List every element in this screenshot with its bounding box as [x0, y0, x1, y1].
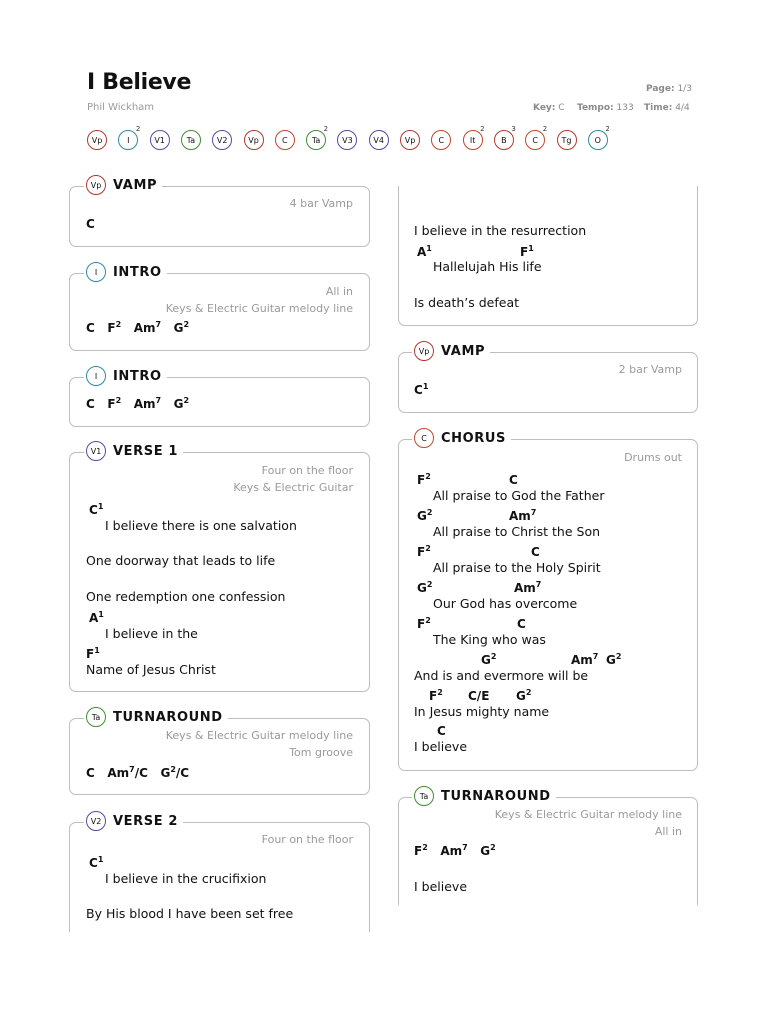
overview-badge-icon[interactable]: [525, 125, 548, 150]
overview-badge-label: Vp: [404, 135, 416, 145]
section-note: 4 bar Vamp: [289, 197, 353, 210]
song-title: I Believe: [87, 70, 192, 95]
time-value: 4/4: [675, 103, 690, 113]
lyric-line: Our God has overcome: [433, 596, 578, 611]
lyric-line: The King who was: [433, 632, 546, 647]
turnaround-badge-icon: Ta: [414, 786, 434, 806]
overview-badge-icon[interactable]: [400, 130, 420, 150]
lyric-line: One redemption one confession: [86, 589, 286, 604]
section-title: VERSE 2: [113, 813, 178, 829]
chord: Am$^7$: [571, 652, 599, 667]
chord-line: C $F^2$ Am$^7$ $G^2$: [86, 320, 190, 335]
chord: $F^1$: [520, 244, 534, 259]
section-note: Four on the floor: [261, 833, 353, 846]
lyric-line: I believe: [414, 879, 468, 894]
overview-badge-icon[interactable]: [244, 130, 264, 150]
lyric-line: Name of Jesus Christ: [86, 662, 216, 677]
lyric-line: One doorway that leads to life: [86, 553, 276, 568]
lyric-line: I believe: [414, 739, 468, 754]
overview-badge-icon[interactable]: [275, 130, 295, 150]
lyric-line: I believe in the resurrection: [414, 223, 587, 238]
overview-badge-label: B: [501, 135, 507, 145]
section-header-turnaround: [84, 707, 228, 727]
section-header-chorus: [412, 428, 511, 448]
overview-badge-icon[interactable]: [337, 130, 357, 150]
section-header-turnaround: [412, 786, 556, 806]
chord: $G^2$: [417, 508, 433, 523]
overview-badge-label: I: [127, 135, 130, 145]
page-value: 1/3: [677, 84, 692, 94]
chord: $C^1$: [89, 502, 104, 517]
overview-badge-label: Ta: [311, 135, 321, 145]
section-header-vamp: [84, 175, 162, 195]
overview-badge-label: V2: [216, 135, 228, 145]
section-note: Drums out: [624, 451, 682, 464]
section-title: TURNAROUND: [113, 709, 223, 725]
overview-badge-icon[interactable]: [150, 130, 170, 150]
chord: $G^2$: [481, 652, 497, 667]
chorus-badge-icon: C: [414, 428, 434, 448]
chord: $F^2$: [429, 688, 443, 703]
overview-badge-label: Vp: [248, 135, 259, 145]
overview-badge-count: 2: [605, 125, 610, 133]
vamp-badge-icon: Vp: [86, 175, 106, 195]
overview-badge-label: C: [532, 135, 538, 145]
section-title: VERSE 1: [113, 443, 178, 459]
key-label: Key:: [533, 103, 556, 113]
overview-badge-label: C: [438, 135, 445, 145]
overview-badge-icon[interactable]: [87, 130, 107, 150]
section-title: CHORUS: [441, 430, 507, 446]
overview-badge-icon[interactable]: [369, 130, 389, 150]
chord: $F^1$: [86, 646, 100, 661]
lyric-line: Is death’s defeat: [414, 295, 520, 310]
song-artist: Phil Wickham: [87, 102, 155, 113]
lyric-line: By His blood I have been set free: [86, 906, 294, 921]
section-header-vamp: [412, 341, 490, 361]
section-note: Keys & Electric Guitar melody line Tom groove: [165, 729, 353, 759]
section-note: Keys & Electric Guitar melody line All in: [494, 808, 682, 838]
lyric-line: All praise to the Holy Spirit: [433, 560, 601, 575]
overview-badge-count: 2: [480, 125, 485, 133]
chord-line: C $F^2$ Am$^7$ $G^2$: [86, 396, 190, 411]
chord: $G^2$: [516, 688, 532, 703]
overview-badge-label: Vp: [91, 135, 103, 145]
chord: $F^2$: [417, 616, 431, 631]
chord: $C^1$: [89, 855, 104, 870]
chord: Am$^7$: [509, 508, 537, 523]
vamp-badge-icon: Vp: [414, 341, 434, 361]
overview-badge-label: Ta: [186, 135, 196, 145]
overview-badge-icon[interactable]: [431, 130, 451, 150]
overview-badge-label: V1: [154, 135, 165, 145]
lyric-line: In Jesus mighty name: [414, 704, 550, 719]
lyric-line: And is and evermore will be: [414, 668, 589, 683]
section-note: 2 bar Vamp: [618, 363, 682, 376]
lyric-line: I believe in the: [105, 626, 198, 641]
section-title: VAMP: [113, 177, 158, 193]
chord: C/E: [468, 689, 490, 703]
tempo-label: Tempo:: [577, 103, 614, 113]
overview-badge-icon[interactable]: [212, 130, 232, 150]
section-header-verse-1: [84, 441, 183, 461]
verse-badge-icon: V2: [86, 811, 106, 831]
section-title: TURNAROUND: [441, 788, 551, 804]
overview-badge-icon[interactable]: [494, 125, 516, 150]
key-indicator: [533, 103, 565, 113]
section-title: VAMP: [441, 343, 486, 359]
overview-badge-icon[interactable]: [181, 130, 201, 150]
time-label: Time:: [644, 103, 673, 113]
time-indicator: [644, 103, 690, 113]
overview-badge-count: 2: [542, 125, 548, 133]
turnaround-badge-icon: Ta: [86, 707, 106, 727]
chord: $F^2$: [417, 472, 431, 487]
overview-badge-icon[interactable]: [118, 125, 141, 150]
chord: $C^1$: [414, 382, 429, 397]
overview-badge-label: O: [594, 135, 601, 145]
lyric-line: All praise to Christ the Son: [433, 524, 601, 539]
chord-line: C: [86, 217, 95, 231]
overview-badge-icon[interactable]: [588, 125, 610, 150]
section-title: INTRO: [113, 264, 162, 280]
overview-badge-label: Tg: [561, 135, 572, 145]
chord: $A^1$: [89, 610, 104, 625]
chord: $G^2$: [417, 580, 433, 595]
section-header-intro: [84, 366, 167, 386]
chord: $F^2$: [417, 544, 431, 559]
overview-badge-count: 2: [135, 125, 141, 133]
chord: C: [517, 617, 526, 631]
overview-badge-icon[interactable]: [463, 125, 485, 150]
overview-badge-label: C: [282, 135, 288, 145]
chord: C: [531, 545, 540, 559]
chord-line: C Am$^7$/C $G^2/C$: [86, 765, 190, 780]
overview-badge-label: It: [469, 135, 476, 145]
lyric-line: I believe there is one salvation: [105, 518, 297, 533]
key-value: C: [558, 103, 565, 113]
chord: C: [509, 473, 518, 487]
section-title: INTRO: [113, 368, 162, 384]
overview-badge-count: 2: [323, 125, 329, 133]
page-label: Page:: [646, 84, 675, 94]
chord: Am$^7$: [514, 580, 542, 595]
intro-badge-icon: I: [86, 262, 106, 282]
tempo-indicator: [577, 103, 634, 113]
overview-badge-label: V3: [342, 135, 353, 145]
page-indicator: [646, 84, 692, 94]
verse-badge-icon: V1: [86, 441, 106, 461]
lyric-line: Hallelujah His life: [433, 259, 542, 274]
overview-badge-count: 3: [511, 125, 516, 133]
chord: $G^2$: [606, 652, 622, 667]
tempo-value: 133: [616, 103, 634, 113]
section-note: All in Keys & Electric Guitar melody line: [165, 285, 353, 315]
chord: $A^1$: [417, 244, 432, 259]
overview-badge-icon[interactable]: [557, 130, 577, 150]
overview-badge-label: V4: [373, 135, 384, 145]
chord: C: [437, 724, 446, 738]
section-header-verse-2: [84, 811, 183, 831]
overview-badge-icon[interactable]: [306, 125, 329, 150]
chord-line: $F^2$ Am$^7$ $G^2$: [414, 843, 496, 858]
intro-badge-icon: I: [86, 366, 106, 386]
section-header-intro: [84, 262, 167, 282]
lyric-line: I believe in the crucifixion: [105, 871, 267, 886]
section-note: Four on the floor Keys & Electric Guitar: [233, 464, 353, 494]
lyric-line: All praise to God the Father: [433, 488, 605, 503]
